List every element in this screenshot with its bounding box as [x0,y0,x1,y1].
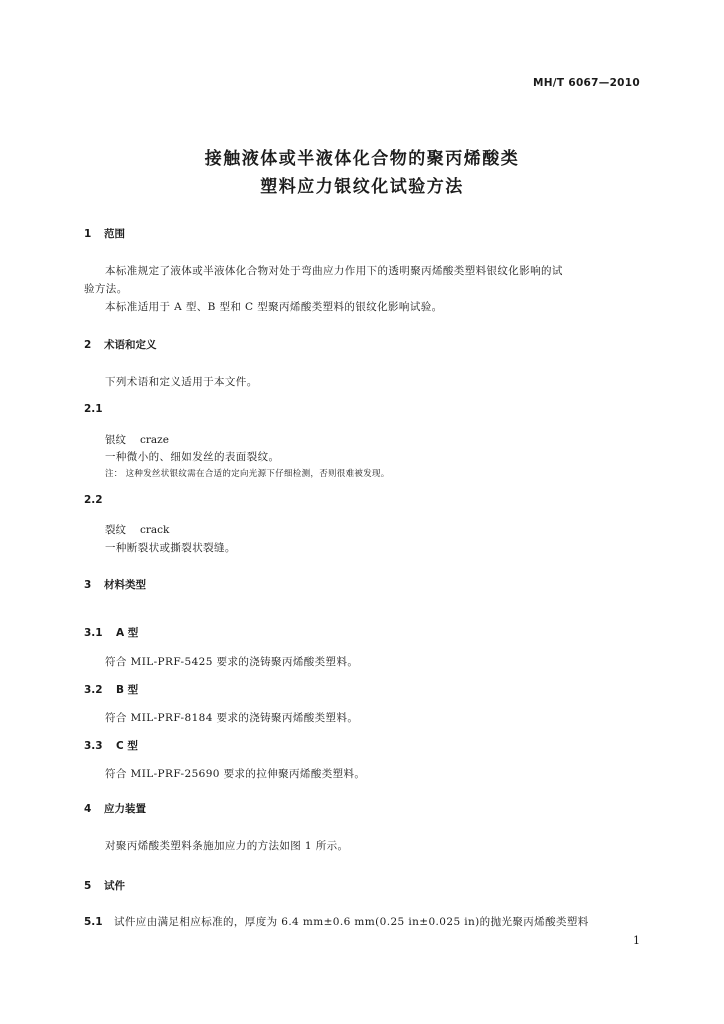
section-title: 范围 [104,228,125,240]
scope-paragraph-2: 本标准适用于 A 型、B 型和 C 型聚丙烯酸类塑料的银纹化影响试验。 [105,301,443,313]
section-number: 5 [84,880,92,892]
subsection-number: 3.3 [84,740,103,752]
subsection-title: C 型 [116,740,138,752]
section-4-heading [84,801,146,816]
subsection-title: A 型 [116,627,139,639]
term-crack [105,522,169,537]
subsection-number: 5.1 [84,916,103,928]
section-2-heading [84,337,157,352]
scope-paragraph-1-line-1: 本标准规定了液体或半液体化合物对处于弯曲应力作用下的透明聚丙烯酸类塑料银纹化影响的试 [105,265,563,277]
section-number: 1 [84,228,92,240]
section-title: 术语和定义 [104,339,157,351]
term-english: crack [140,524,170,536]
section-title: 材料类型 [104,579,146,591]
document-title-line-1: 接触液体或半液体化合物的聚丙烯酸类 [204,149,520,169]
section-number: 4 [84,803,92,815]
specimen-description: 试件应由满足相应标准的，厚度为 6.4 mm±0.6 mm(0.25 in±0.025 in)的抛光聚丙烯酸类塑料 [114,916,589,928]
section-5-heading [84,878,125,893]
subsection-3-3-heading [84,738,138,753]
term-english: craze [140,434,169,446]
subsection-3-2-heading [84,682,138,697]
section-3-heading [84,577,146,592]
subsection-title: B 型 [116,684,139,696]
stress-fixture-description: 对聚丙烯酸类塑料条施加应力的方法如图 1 所示。 [105,840,349,852]
type-b-description: 符合 MIL-PRF-8184 要求的浇铸聚丙烯酸类塑料。 [105,712,359,724]
subsection-2-1-heading [84,403,103,415]
scope-paragraph-1-line-2: 验方法。 [84,283,128,295]
standard-code: MH/T 6067—2010 [532,77,640,89]
term-chinese: 银纹 [105,434,126,446]
section-title: 试件 [104,880,125,892]
section-1-heading [84,226,125,241]
subsection-number: 3.2 [84,684,103,696]
subsection-number: 3.1 [84,627,103,639]
term-craze-definition: 一种微小的、细如发丝的表面裂纹。 [105,451,280,463]
term-chinese: 裂纹 [105,524,126,536]
page-number: 1 [633,934,640,947]
term-craze-note: 注： 这种发丝状银纹需在合适的定向光源下仔细检测，否则很难被发现。 [105,469,390,479]
section-title: 应力装置 [104,803,146,815]
type-a-description: 符合 MIL-PRF-5425 要求的浇铸聚丙烯酸类塑料。 [105,656,359,668]
subsection-3-1-heading [84,625,138,640]
term-craze [105,432,169,447]
subsection-5-1 [84,914,589,929]
subsection-number: 2.1 [84,403,103,415]
section-number: 2 [84,339,92,351]
term-crack-definition: 一种断裂状或撕裂状裂缝。 [105,542,236,554]
subsection-number: 2.2 [84,494,103,506]
subsection-2-2-heading [84,494,103,506]
section-number: 3 [84,579,92,591]
document-title-line-2: 塑料应力银纹化试验方法 [260,177,464,197]
definitions-intro: 下列术语和定义适用于本文件。 [105,376,258,388]
type-c-description: 符合 MIL-PRF-25690 要求的拉伸聚丙烯酸类塑料。 [105,768,366,780]
